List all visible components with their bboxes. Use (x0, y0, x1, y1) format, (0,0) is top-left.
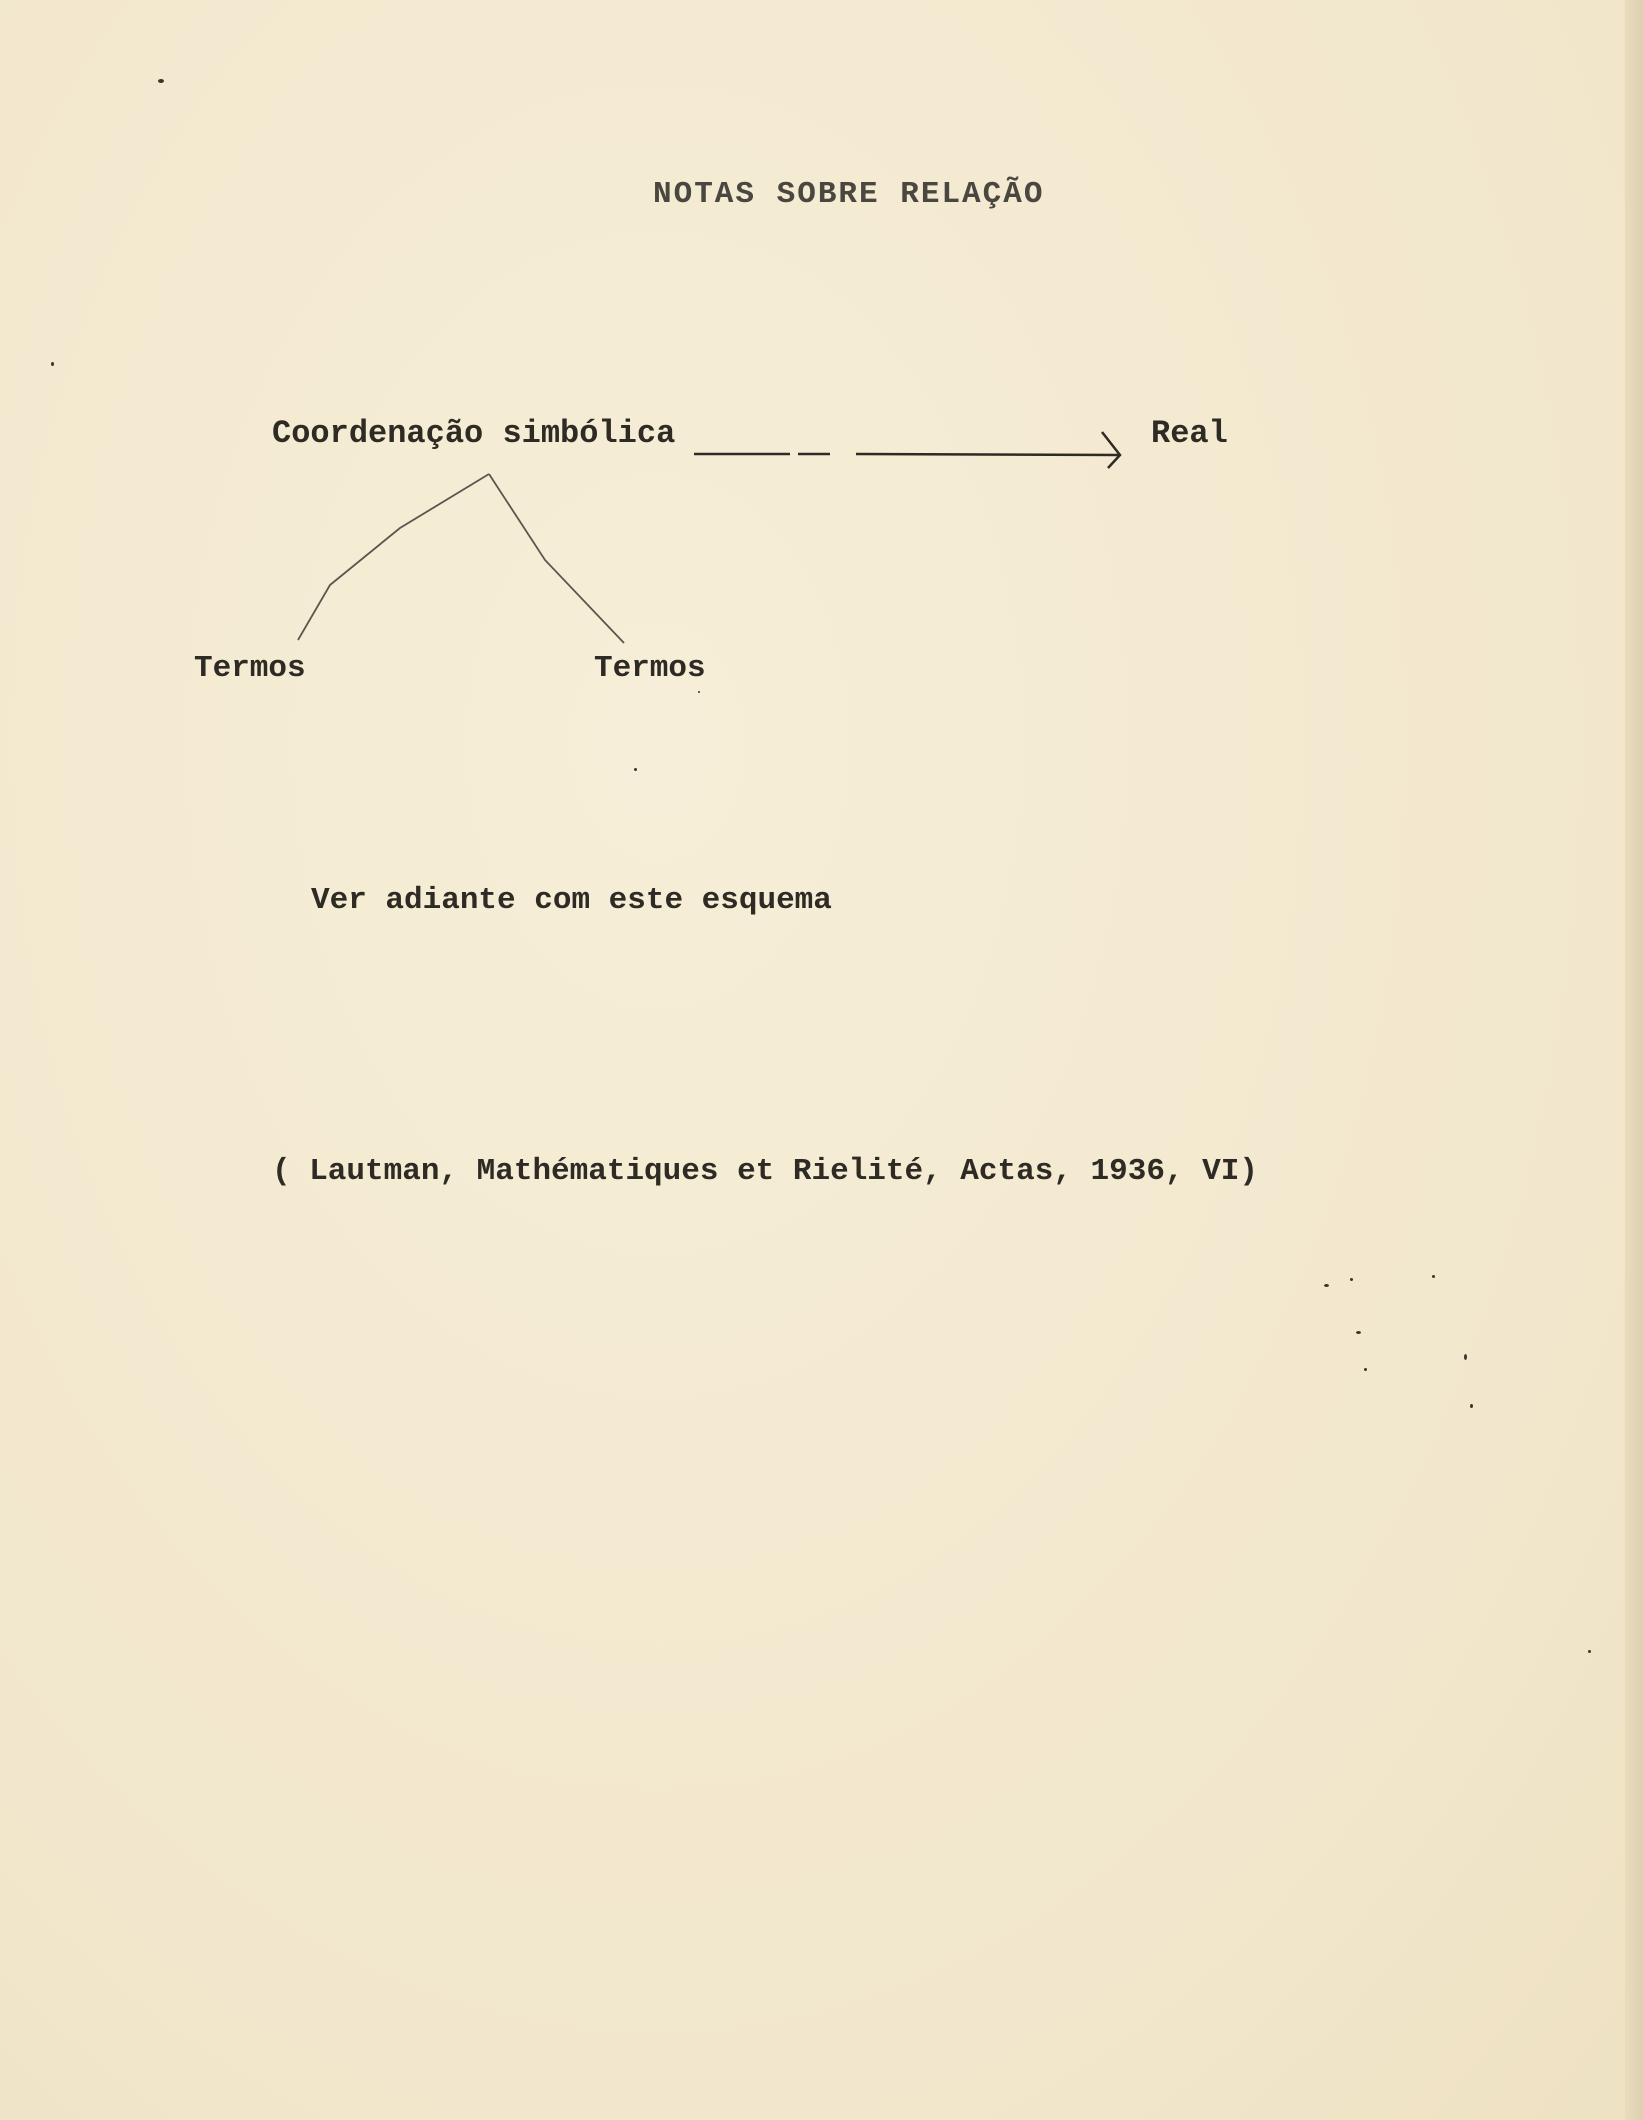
ink-speck (1464, 1354, 1467, 1360)
ink-speck (51, 362, 54, 366)
diagram-target-node: Real (1151, 415, 1228, 452)
ink-speck (698, 691, 700, 693)
diagram-left-term: Termos (194, 651, 306, 686)
note-text: Ver adiante com este esquema (311, 883, 832, 918)
arrow-connector (694, 454, 1120, 455)
ink-speck (634, 768, 637, 771)
ink-speck (1356, 1331, 1361, 1334)
arrow-head-icon (1102, 432, 1120, 468)
ink-speck (158, 79, 164, 83)
ink-speck (1470, 1404, 1473, 1408)
branch-lines (298, 474, 624, 643)
ink-speck (1432, 1275, 1435, 1278)
document-title: NOTAS SOBRE RELAÇÃO (653, 177, 1045, 212)
ink-speck (1364, 1368, 1367, 1371)
ink-speck (1324, 1284, 1329, 1287)
ink-speck (1350, 1278, 1353, 1281)
citation-text: ( Lautman, Mathématiques et Rielité, Actas, 1936, VI) (272, 1154, 1258, 1189)
diagram-top-node: Coordenação simbólica (272, 415, 676, 452)
diagram-right-term: Termos (594, 651, 706, 686)
ink-speck (1588, 1650, 1591, 1653)
